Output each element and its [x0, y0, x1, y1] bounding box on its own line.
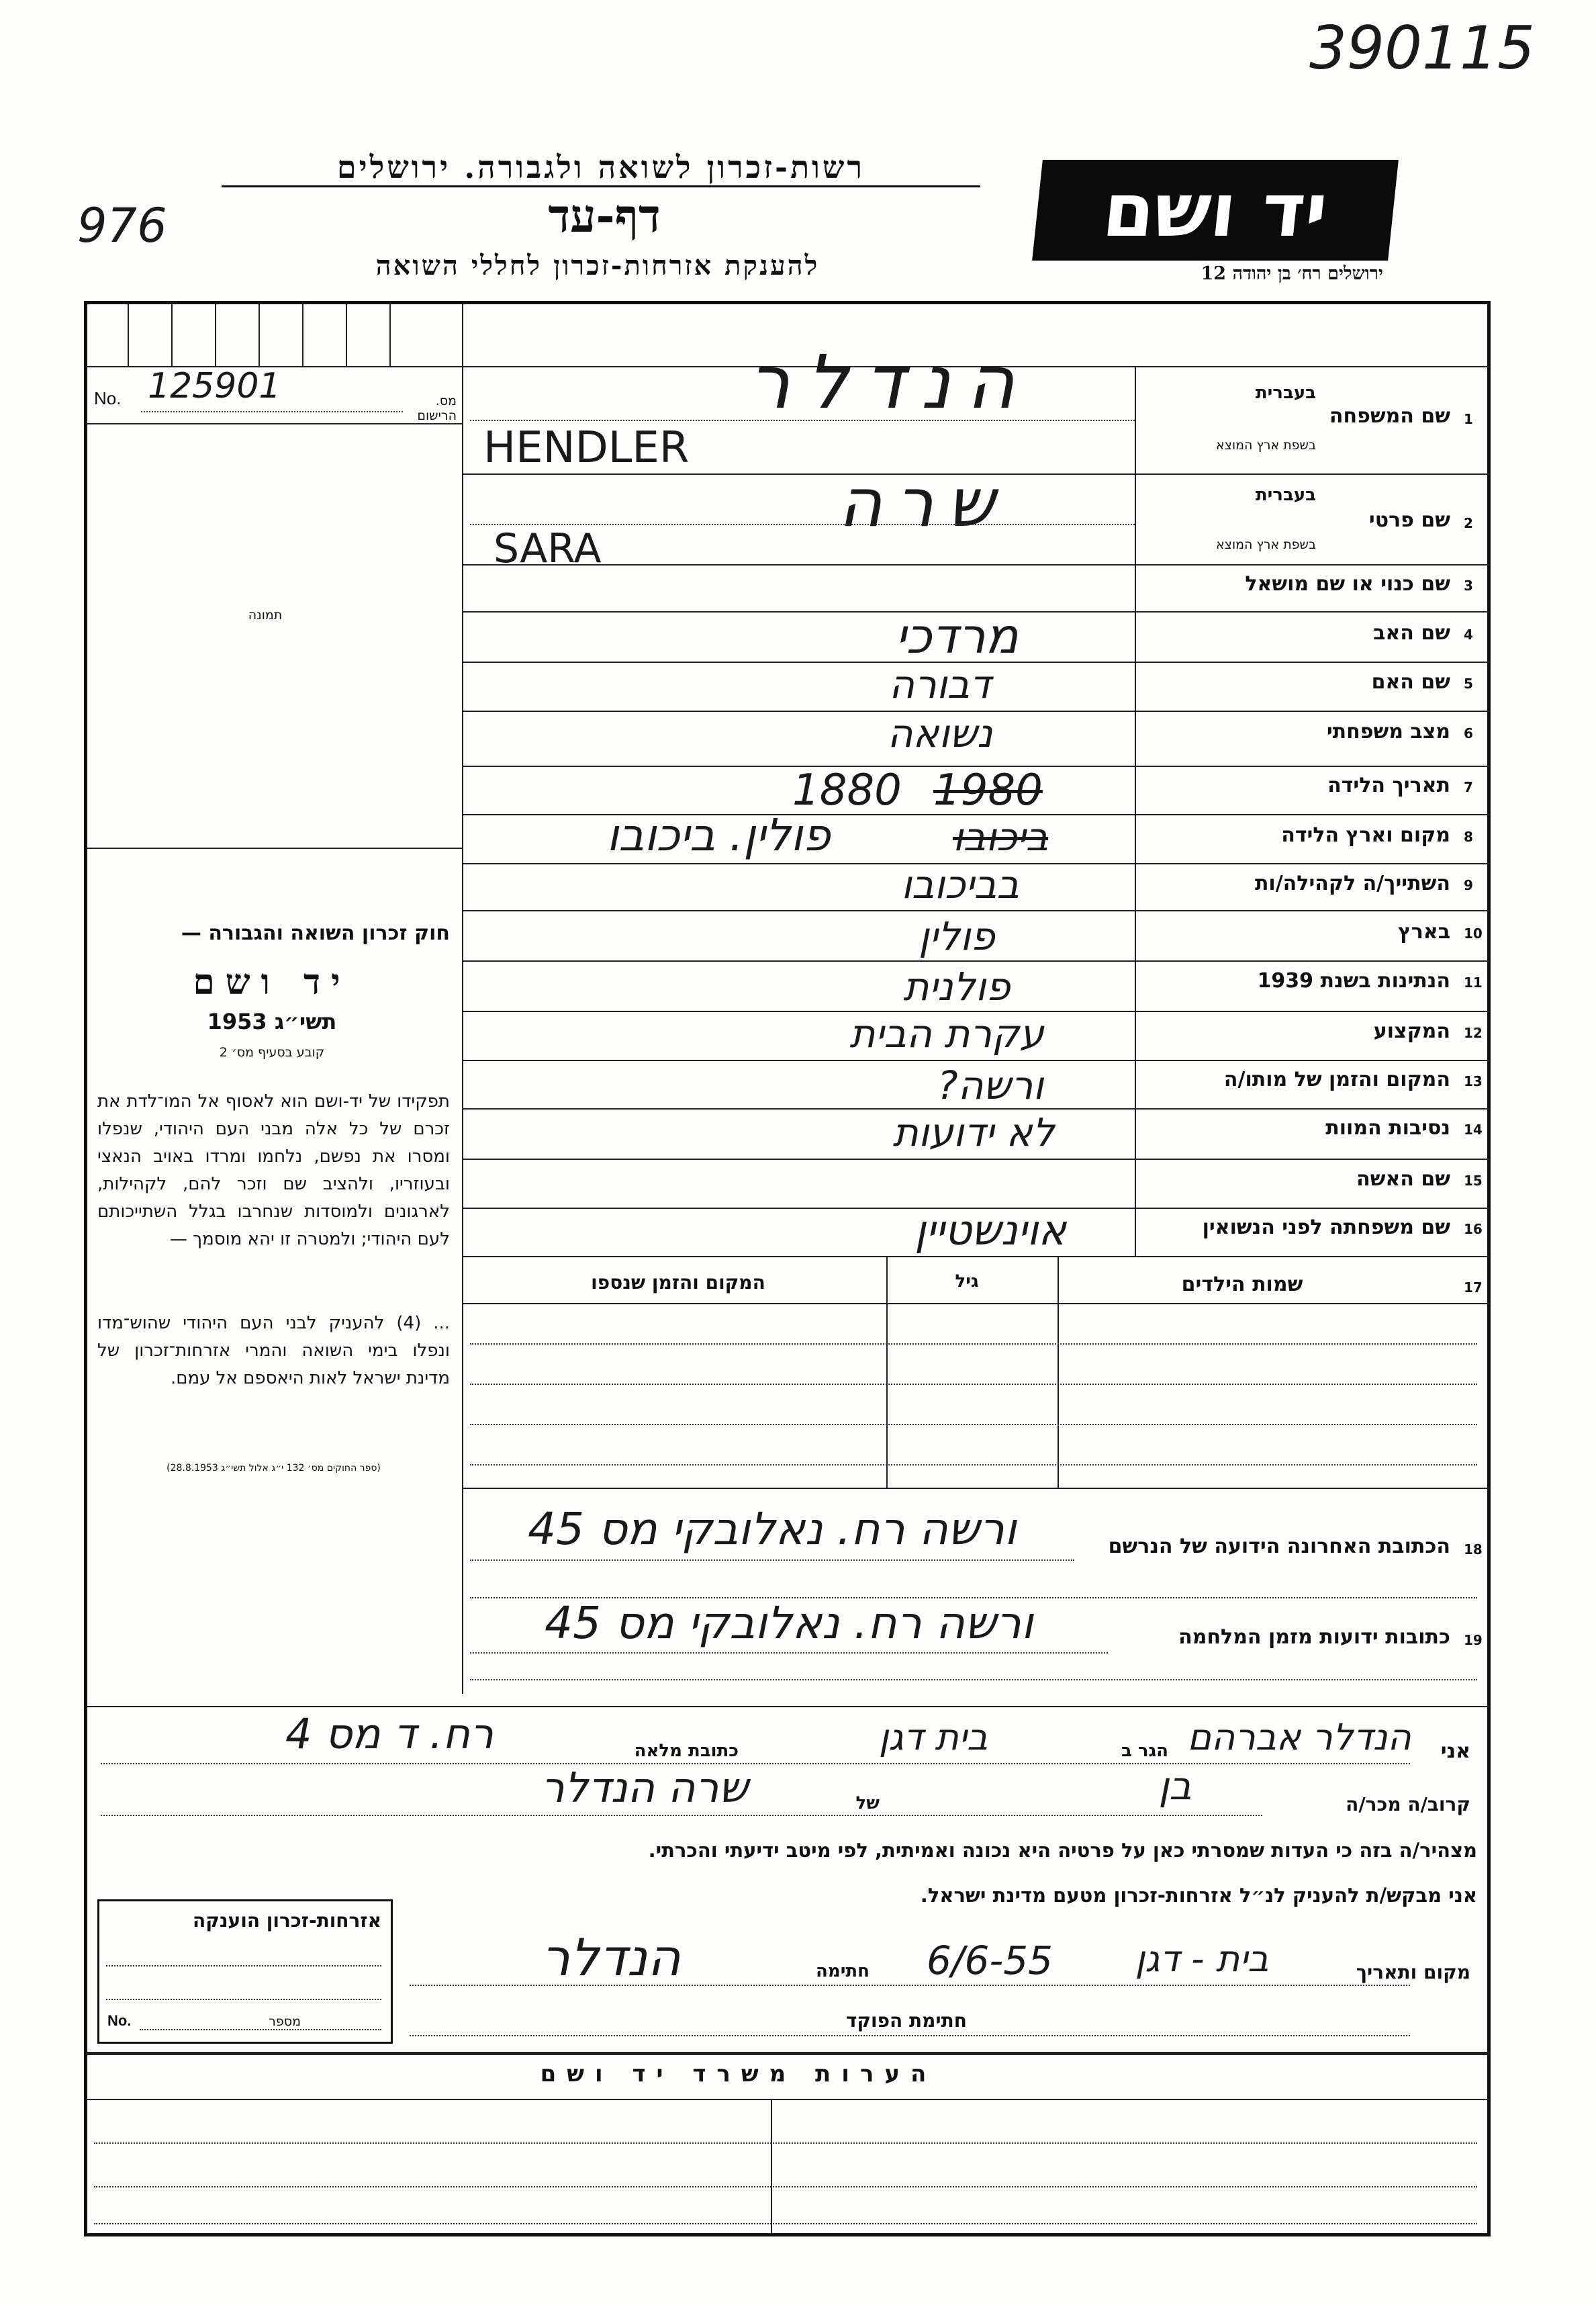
decl-relative-label: קרוב/ה מכר/ה: [1346, 1793, 1470, 1815]
field-10-num: 10: [1464, 925, 1483, 942]
field-9-value: בביכובו: [901, 862, 1019, 907]
field-13-value: ורשה?: [937, 1063, 1044, 1108]
field-4-num: 4: [1464, 627, 1473, 643]
field-1-sub1: בעברית: [1255, 383, 1316, 403]
field-6-value: נשואה: [887, 711, 993, 756]
field-8-num: 8: [1464, 829, 1473, 845]
field-19-label: כתובות ידועות מזמן המלחמה: [1178, 1625, 1450, 1649]
field-7-num: 7: [1464, 779, 1473, 795]
field-2-value-latin: SARA: [494, 525, 602, 572]
field-2-sub1: בעברית: [1255, 485, 1316, 505]
field-1-value-hebrew: הנדלר: [748, 339, 1031, 425]
decl-full-address-label: כתובת מלאה: [634, 1741, 739, 1761]
citizenship-box-num-label: מספר: [269, 2014, 301, 2029]
field-7-struck: 1980: [933, 766, 1043, 815]
field-11-label: הנתינות בשנת 1939: [1257, 969, 1450, 993]
field-8-struck: ביכובו: [952, 814, 1049, 860]
decl-resides: הגר ב: [1121, 1741, 1168, 1761]
field-16-label: שם משפחתה לפני הנשואין: [1202, 1216, 1450, 1239]
registration-no-label: No.: [94, 388, 122, 408]
field-10-value: פולין: [919, 913, 995, 959]
field-2-num: 2: [1464, 515, 1473, 531]
field-2-value-hebrew: שרה: [838, 463, 1008, 542]
registration-label: מס. הרישום: [417, 394, 457, 423]
page-number: 976: [77, 198, 167, 253]
decl-place-date-label: מקום ותאריך: [1356, 1961, 1470, 1983]
field-2-sub2: בשפת ארץ המוצא: [1215, 537, 1316, 552]
law-text-2: ... (4) להעניק לבני העם היהודי שהוש־מדו ונפלו בימי השואה והמרי אזרחות־זכרון של מדינת ישראל לאות היאספם אל עמם.: [97, 1313, 450, 1388]
field-12-value: עקרת הבית: [849, 1011, 1044, 1056]
decl-signature: הנדלר: [541, 1928, 681, 1987]
field-19-value: ורשה רח. נאלובקי מס 45: [545, 1597, 1033, 1649]
field-5-label: שם האם: [1371, 670, 1450, 694]
law-heading: חוק זכרון השואה והגבורה —: [181, 921, 450, 945]
field-11-value: פולנית: [903, 964, 1011, 1009]
page-subtitle: להענקת אזרחות-זכרון לחללי השואה: [375, 250, 820, 281]
decl-place: בית - דגן: [1135, 1938, 1269, 1980]
field-14-num: 14: [1464, 1122, 1483, 1138]
field-8-value: פולין. ביכובו: [606, 809, 831, 861]
decl-of-label: של: [855, 1793, 880, 1813]
logo-text: יד ושם: [1098, 167, 1332, 253]
remarks-title: הערות משרד יד ושם: [540, 2061, 937, 2087]
field-15-num: 15: [1464, 1173, 1483, 1189]
decl-city: בית דגן: [878, 1716, 988, 1758]
field-1-num: 1: [1464, 411, 1473, 427]
field-12-label: המקצוע: [1373, 1020, 1450, 1043]
archive-number: 390115: [1309, 13, 1535, 83]
field-11-num: 11: [1464, 975, 1483, 991]
field-7-value: 1880: [792, 766, 902, 815]
field-9-label: השתייך/ה לקהילה/ות: [1254, 872, 1450, 895]
children-age-header: גיל: [955, 1271, 979, 1292]
field-18-num: 18: [1464, 1541, 1483, 1557]
field-1-sub2: בשפת ארץ המוצא: [1215, 438, 1316, 453]
field-3-label: שם כנוי או שם מושאל: [1245, 572, 1450, 596]
field-14-label: נסיבות המוות: [1325, 1116, 1450, 1140]
citizenship-box: [97, 1899, 393, 2044]
decl-officer-label: חתימת הפוקד: [845, 2009, 967, 2032]
field-10-label: בארץ: [1397, 920, 1450, 944]
field-13-num: 13: [1464, 1073, 1483, 1089]
field-12-num: 12: [1464, 1025, 1483, 1041]
field-19-num: 19: [1464, 1632, 1483, 1648]
law-year: תשי״ג 1953: [207, 1009, 337, 1034]
field-4-value: מרדכי: [895, 608, 1019, 664]
field-5-num: 5: [1464, 676, 1473, 692]
citizenship-box-no: No.: [107, 2012, 132, 2029]
field-17-num: 17: [1464, 1279, 1483, 1296]
yad-vashem-logo: [1032, 160, 1399, 261]
citizenship-box-title: אזרחות-זכרון הוענקה: [193, 1909, 381, 1932]
decl-ani: אני: [1440, 1739, 1470, 1763]
decl-date: 6/6-55: [927, 1938, 1053, 1983]
field-2-label: שם פרטי: [1368, 508, 1450, 532]
field-16-value: אוינשטיין: [914, 1206, 1066, 1255]
authority-line: רשות-זכרון לשואה ולגבורה. ירושלים: [222, 149, 980, 187]
law-name: יד ושם: [193, 962, 351, 1003]
field-14-value: לא ידועות: [892, 1110, 1055, 1155]
field-8-label: מקום וארץ הלידה: [1281, 823, 1450, 847]
field-18-value: ורשה רח. נאלובקי מס 45: [528, 1503, 1017, 1555]
law-source: (ספר החוקים מס׳ 132 י״ג אלול תשי״ג 28.8.1953): [167, 1463, 381, 1474]
decl-signature-label: חתימה: [816, 1961, 870, 1981]
field-1-value-latin: HENDLER: [483, 423, 690, 473]
field-5-value: דבורה: [889, 662, 991, 707]
field-15-label: שם האשה: [1356, 1167, 1450, 1191]
children-place-header: המקום והזמן שנספו: [591, 1271, 765, 1294]
decl-statement-1: מצהיר/ה בזה כי העדות שמסרתי כאן על פרטיה היא נכונה ואמיתית, לפי מיטב ידיעתי והכרתי.: [648, 1839, 1477, 1862]
registration-number: 125901: [148, 366, 281, 406]
field-1-label: שם המשפחה: [1329, 404, 1450, 428]
field-6-label: מצב משפחתי: [1326, 720, 1450, 743]
law-text: תפקידו של יד-ושם הוא לאסוף אל המו־לדת את זכרם של כל אלה מבני העם היהודי, שנפלו ומסרו את נפשם, נלחמו ומרדו באויב הנאצי ובעוזריו, ולהציב שם וזכר להם, לקהילות, לארגונים ולמוסדות שנחרבו בגלל השתייכותם לעם היהודי; ולמטרה זו יהא מוסמך —: [97, 1091, 450, 1249]
page-title: דף-עד: [548, 189, 661, 243]
decl-street: רח. ד מס 4: [285, 1709, 494, 1758]
children-names-header: שמות הילדים: [1181, 1273, 1303, 1296]
field-3-num: 3: [1464, 578, 1473, 594]
photo-label: תמונה: [248, 608, 283, 623]
field-6-num: 6: [1464, 725, 1473, 741]
field-9-num: 9: [1464, 877, 1473, 893]
law-clause: קובע בסעיף מס׳ 2: [219, 1045, 325, 1060]
decl-statement-2: אני מבקש/ת להעניק לנ״ל אזרחות-זכרון מטעם מדינת ישראל.: [920, 1884, 1477, 1907]
decl-of-name: שרה הנדלר: [541, 1763, 749, 1812]
decl-submitter: הנדלר אברהם: [1187, 1716, 1411, 1758]
field-7-label: תאריך הלידה: [1327, 774, 1450, 797]
field-18-label: הכתובת האחרונה הידועה של הנרשם: [1108, 1535, 1450, 1558]
decl-relation: בן: [1158, 1763, 1192, 1809]
field-4-label: שם האב: [1373, 621, 1450, 645]
field-16-num: 16: [1464, 1221, 1483, 1237]
header-address: ירושלים רח׳ בן יהודה 12: [1201, 263, 1383, 284]
field-13-label: המקום והזמן של מותו/ה: [1223, 1068, 1450, 1091]
